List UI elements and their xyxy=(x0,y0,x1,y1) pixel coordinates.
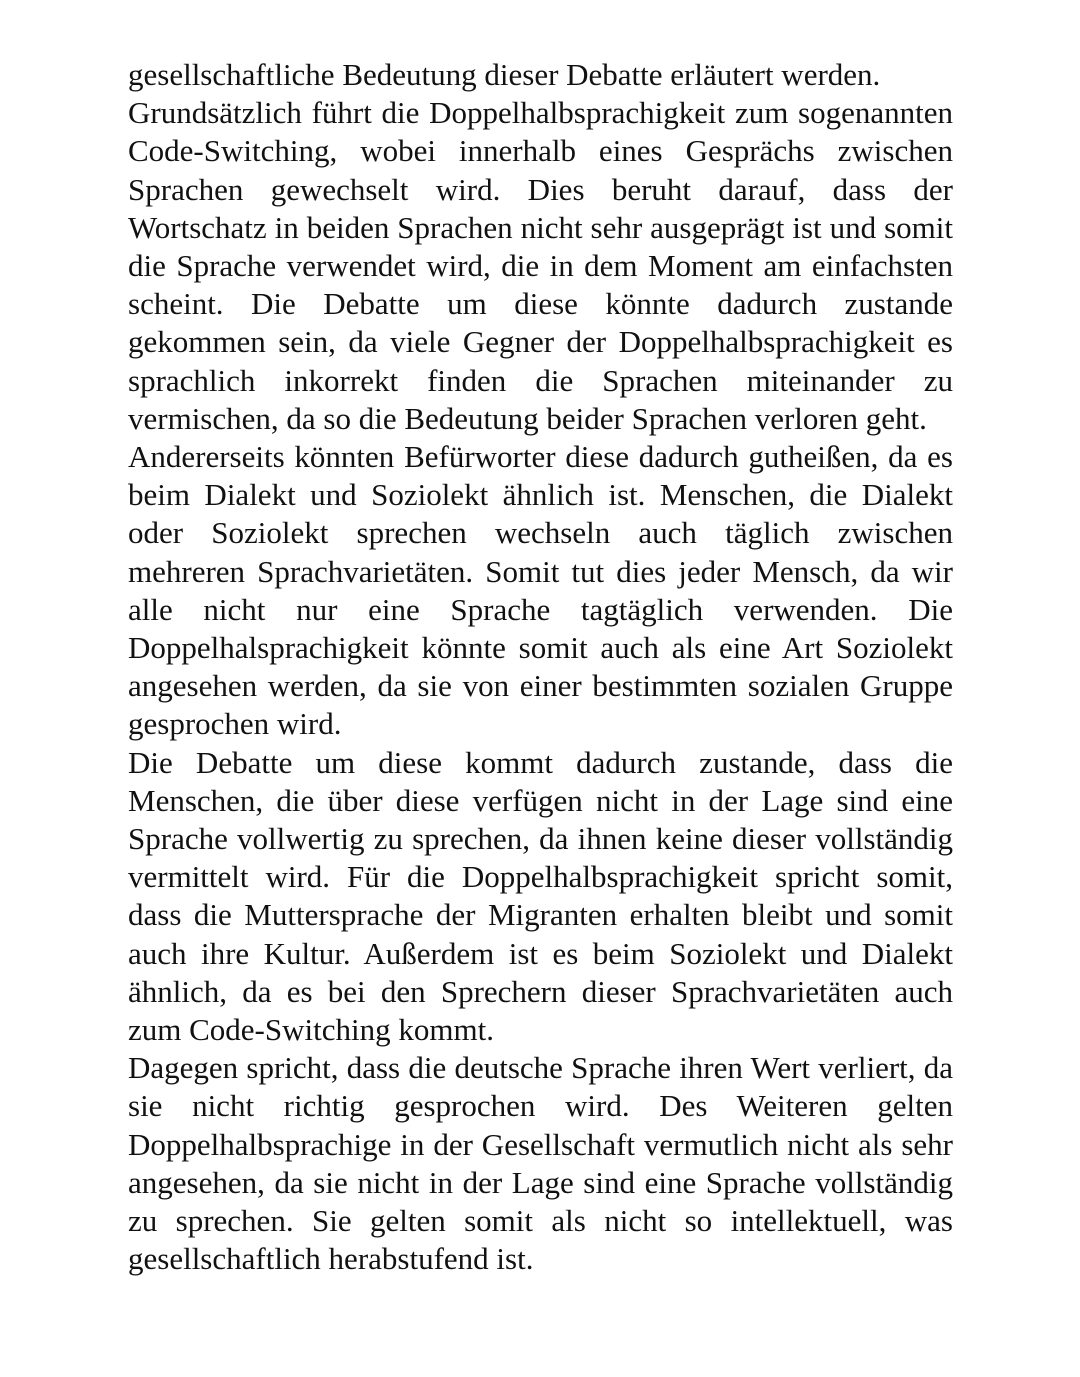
paragraph-5: Dagegen spricht, dass die deutsche Sprache ihren Wert verliert, da sie nicht richtig gesprochen wird. Des Weiteren gelten Doppelhalbsprachige in der Gesellschaft vermutlich nicht als sehr angesehen, da sie nicht in der Lage sind eine Sprache vollständig zu sprechen. Sie gelten somit als nicht so intellektuell, was gesellschaftlich herabstufend ist. xyxy=(128,1050,953,1277)
document-body xyxy=(128,56,953,1279)
paragraph-2: Grundsätzlich führt die Doppelhalbsprachigkeit zum sogenannten Code-Switching, wobei innerhalb eines Gesprächs zwischen Sprachen gewechselt wird. Dies beruht darauf, dass der Wortschatz in beiden Sprachen nicht sehr ausgeprägt ist und somit die Sprache verwendet wird, die in dem Moment am einfachsten scheint. Die Debatte um diese könnte dadurch zustande gekommen sein, da viele Gegner der Doppelhalbsprachigkeit es sprachlich inkorrekt finden die Sprachen miteinander zu vermischen, da so die Bedeutung beider Sprachen verloren geht. xyxy=(128,95,953,436)
paragraph-3: Andererseits könnten Befürworter diese dadurch gutheißen, da es beim Dialekt und Soziolekt ähnlich ist. Menschen, die Dialekt oder Soziolekt sprechen wechseln auch täglich zwischen mehreren Sprachvarietäten. Somit tut dies jeder Mensch, da wir alle nicht nur eine Sprache tagtäglich verwenden. Die Doppelhalsprachigkeit könnte somit auch als eine Art Soziolekt angesehen werden, da sie von einer bestimmten sozialen Gruppe gesprochen wird. xyxy=(128,439,953,742)
paragraph-1: gesellschaftliche Bedeutung dieser Debatte erläutert werden. xyxy=(128,57,881,92)
paragraph-4: Die Debatte um diese kommt dadurch zustande, dass die Menschen, die über diese verfügen nicht in der Lage sind eine Sprache vollwertig zu sprechen, da ihnen keine dieser vollständig vermittelt wird. Für die Doppelhalbsprachigkeit spricht somit, dass die Muttersprache der Migranten erhalten bleibt und somit auch ihre Kultur. Außerdem ist es beim Soziolekt und Dialekt ähnlich, da es bei den Sprechern dieser Sprachvarietäten auch zum Code-Switching kommt. xyxy=(128,744,953,1048)
